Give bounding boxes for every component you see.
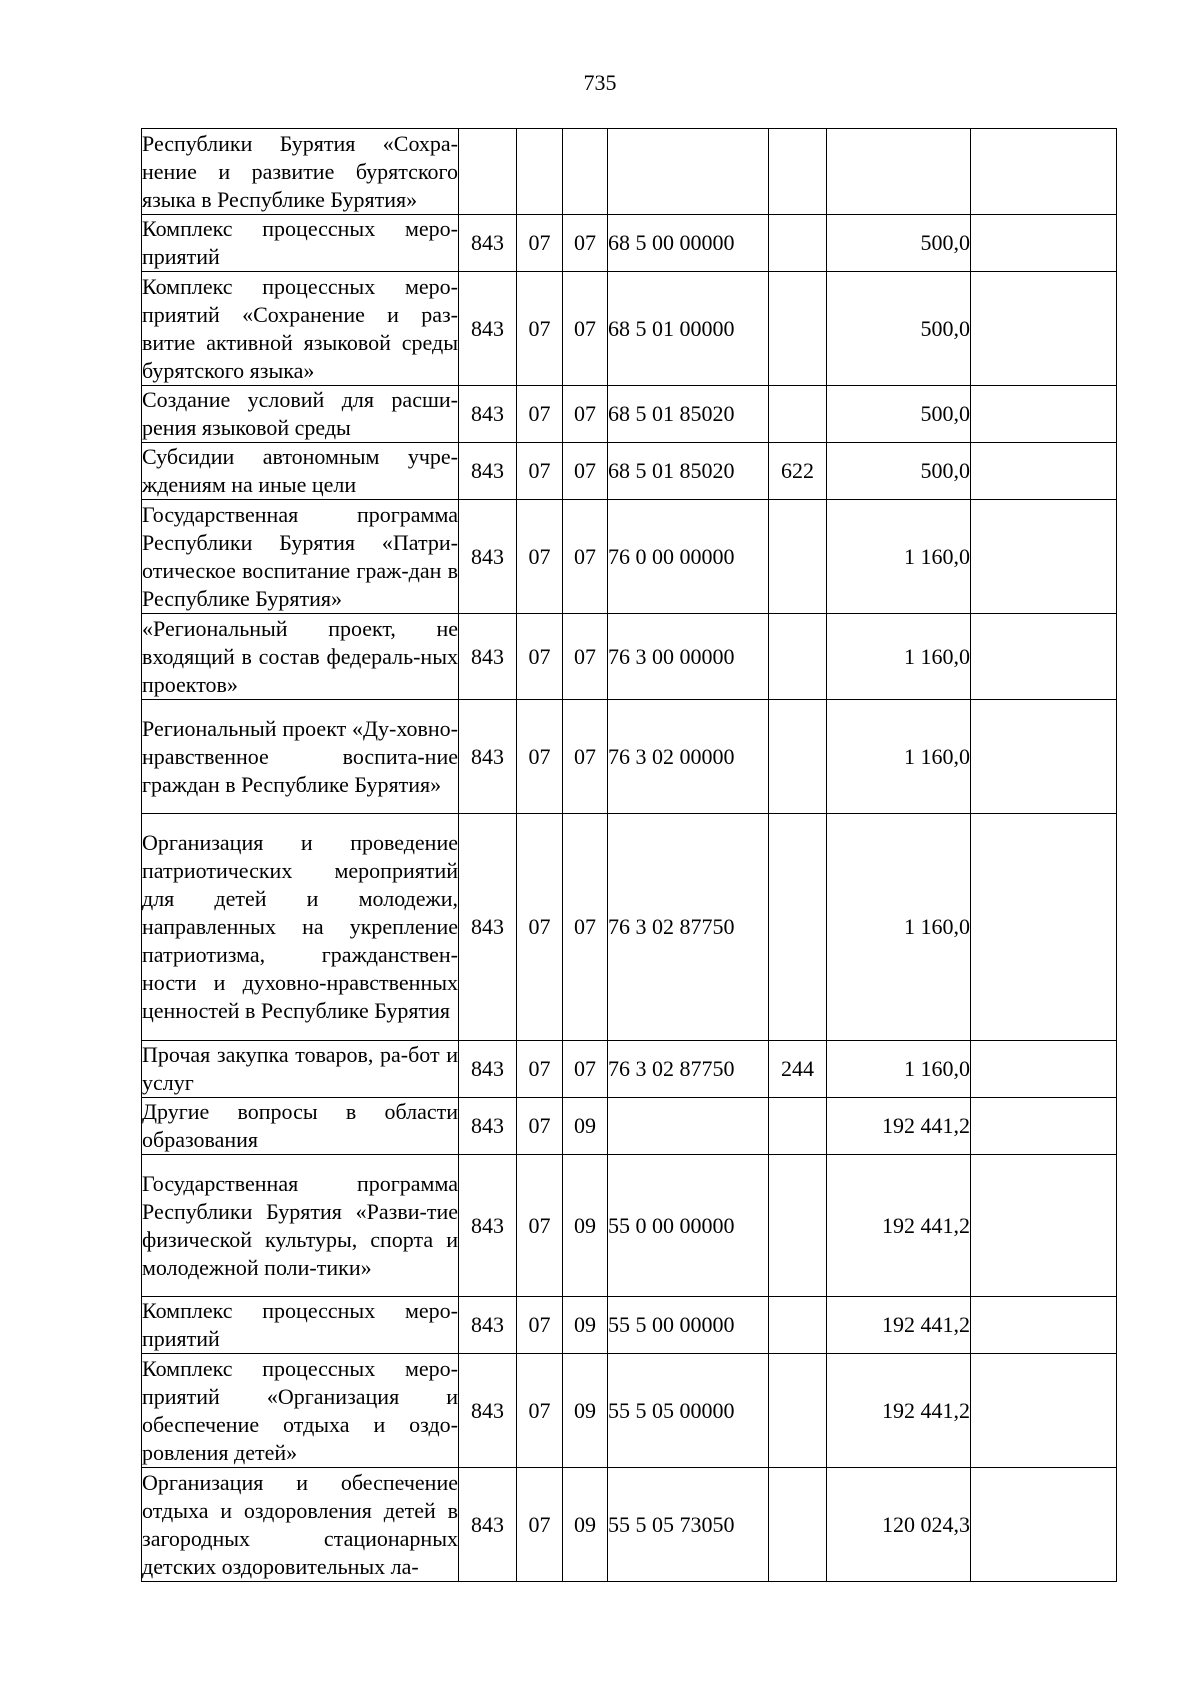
- amount: 192 441,2: [827, 1297, 971, 1354]
- extra-column: [971, 1098, 1117, 1155]
- expense-type: [769, 386, 827, 443]
- table-row: [142, 386, 1117, 443]
- dept-code: 843: [459, 1098, 517, 1155]
- dept-code: 843: [459, 614, 517, 700]
- dept-code: 843: [459, 1468, 517, 1582]
- amount: 500,0: [827, 443, 971, 500]
- section-code: 07: [517, 215, 563, 272]
- target-code: 76 3 02 87750: [608, 1041, 769, 1098]
- target-code: 68 5 01 85020: [608, 443, 769, 500]
- dept-code: 843: [459, 1041, 517, 1098]
- extra-column: [971, 1297, 1117, 1354]
- section-code: 07: [517, 814, 563, 1041]
- expense-type: [769, 814, 827, 1041]
- subsection-code: 09: [563, 1297, 608, 1354]
- subsection-code: 07: [563, 386, 608, 443]
- subsection-code: 07: [563, 272, 608, 386]
- section-code: 07: [517, 272, 563, 386]
- row-name: Комплекс процессных меро-приятий «Сохранение и раз-витие активной языковой среды бурятского языка»: [142, 272, 459, 386]
- amount: 192 441,2: [827, 1098, 971, 1155]
- table-row: [142, 1354, 1117, 1468]
- subsection-code: 07: [563, 700, 608, 814]
- dept-code: 843: [459, 814, 517, 1041]
- section-code: [517, 129, 563, 215]
- table-row: [142, 500, 1117, 614]
- page-number: 735: [583, 70, 617, 95]
- table-row: [142, 1297, 1117, 1354]
- row-name: Другие вопросы в области образования: [142, 1098, 459, 1155]
- table-row: [142, 443, 1117, 500]
- extra-column: [971, 1155, 1117, 1297]
- extra-column: [971, 614, 1117, 700]
- expense-type: [769, 700, 827, 814]
- target-code: [608, 1098, 769, 1155]
- table-row: [142, 1468, 1117, 1582]
- expense-type: [769, 1098, 827, 1155]
- target-code: 55 5 00 00000: [608, 1297, 769, 1354]
- subsection-code: 07: [563, 1041, 608, 1098]
- table-row: [142, 1041, 1117, 1098]
- amount: 1 160,0: [827, 700, 971, 814]
- expense-type: [769, 272, 827, 386]
- row-name: Комплекс процессных меро-приятий: [142, 1297, 459, 1354]
- target-code: 55 5 05 00000: [608, 1354, 769, 1468]
- dept-code: 843: [459, 386, 517, 443]
- target-code: 76 3 00 00000: [608, 614, 769, 700]
- subsection-code: 07: [563, 215, 608, 272]
- row-name: Организация и обеспечение отдыха и оздоровления детей в загородных стационарных детских оздоровительных ла-: [142, 1468, 459, 1582]
- extra-column: [971, 1041, 1117, 1098]
- expense-type: 244: [769, 1041, 827, 1098]
- target-code: [608, 129, 769, 215]
- amount: 1 160,0: [827, 1041, 971, 1098]
- section-code: 07: [517, 700, 563, 814]
- amount: 1 160,0: [827, 814, 971, 1041]
- section-code: 07: [517, 386, 563, 443]
- table-row: [142, 1098, 1117, 1155]
- expense-type: 622: [769, 443, 827, 500]
- subsection-code: 09: [563, 1155, 608, 1297]
- amount: 192 441,2: [827, 1155, 971, 1297]
- section-code: 07: [517, 1155, 563, 1297]
- section-code: 07: [517, 1468, 563, 1582]
- subsection-code: 07: [563, 443, 608, 500]
- subsection-code: [563, 129, 608, 215]
- section-code: 07: [517, 1354, 563, 1468]
- extra-column: [971, 129, 1117, 215]
- row-name: Комплекс процессных меро-приятий: [142, 215, 459, 272]
- row-name: Государственная программа Республики Бурятия «Патри-отическое воспитание граж-дан в Республике Бурятия»: [142, 500, 459, 614]
- expense-type: [769, 1354, 827, 1468]
- subsection-code: 09: [563, 1098, 608, 1155]
- subsection-code: 09: [563, 1468, 608, 1582]
- expense-type: [769, 1155, 827, 1297]
- subsection-code: 09: [563, 1354, 608, 1468]
- amount: [827, 129, 971, 215]
- target-code: 68 5 01 85020: [608, 386, 769, 443]
- target-code: 68 5 00 00000: [608, 215, 769, 272]
- row-name: «Региональный проект, не входящий в состав федераль-ных проектов»: [142, 614, 459, 700]
- row-name: Государственная программа Республики Бурятия «Разви-тие физической культуры, спорта и молодежной поли-тики»: [142, 1155, 459, 1297]
- row-name: Комплекс процессных меро-приятий «Организация и обеспечение отдыха и оздо-ровления детей»: [142, 1354, 459, 1468]
- row-name: Организация и проведение патриотических мероприятий для детей и молодежи, направленных на укрепление патриотизма, гражданствен-ности и духовно-нравственных ценностей в Республике Бурятия: [142, 814, 459, 1041]
- extra-column: [971, 700, 1117, 814]
- table-row: [142, 129, 1117, 215]
- dept-code: 843: [459, 500, 517, 614]
- target-code: 68 5 01 00000: [608, 272, 769, 386]
- target-code: 55 0 00 00000: [608, 1155, 769, 1297]
- section-code: 07: [517, 1041, 563, 1098]
- section-code: 07: [517, 500, 563, 614]
- expense-type: [769, 1297, 827, 1354]
- row-name: Региональный проект «Ду-ховно-нравственное воспита-ние граждан в Республике Бурятия»: [142, 700, 459, 814]
- amount: 192 441,2: [827, 1354, 971, 1468]
- expense-type: [769, 500, 827, 614]
- amount: 500,0: [827, 272, 971, 386]
- row-name: Создание условий для расши-рения языковой среды: [142, 386, 459, 443]
- subsection-code: 07: [563, 614, 608, 700]
- row-name: Республики Бурятия «Сохра-нение и развитие бурятского языка в Республике Бурятия»: [142, 129, 459, 215]
- row-name: Субсидии автономным учре-ждениям на иные цели: [142, 443, 459, 500]
- amount: 500,0: [827, 215, 971, 272]
- dept-code: 843: [459, 1155, 517, 1297]
- dept-code: 843: [459, 215, 517, 272]
- table-row: [142, 700, 1117, 814]
- amount: 1 160,0: [827, 614, 971, 700]
- target-code: 55 5 05 73050: [608, 1468, 769, 1582]
- section-code: 07: [517, 614, 563, 700]
- target-code: 76 0 00 00000: [608, 500, 769, 614]
- target-code: 76 3 02 00000: [608, 700, 769, 814]
- extra-column: [971, 814, 1117, 1041]
- amount: 500,0: [827, 386, 971, 443]
- amount: 1 160,0: [827, 500, 971, 614]
- subsection-code: 07: [563, 500, 608, 614]
- row-name: Прочая закупка товаров, ра-бот и услуг: [142, 1041, 459, 1098]
- table-row: [142, 1155, 1117, 1297]
- extra-column: [971, 272, 1117, 386]
- expense-type: [769, 129, 827, 215]
- expense-type: [769, 215, 827, 272]
- budget-table: [141, 128, 1117, 1582]
- dept-code: 843: [459, 700, 517, 814]
- table-row: [142, 272, 1117, 386]
- extra-column: [971, 443, 1117, 500]
- target-code: 76 3 02 87750: [608, 814, 769, 1041]
- section-code: 07: [517, 443, 563, 500]
- table-row: [142, 614, 1117, 700]
- dept-code: 843: [459, 272, 517, 386]
- table-row: [142, 215, 1117, 272]
- extra-column: [971, 386, 1117, 443]
- dept-code: 843: [459, 1354, 517, 1468]
- extra-column: [971, 1468, 1117, 1582]
- dept-code: 843: [459, 1297, 517, 1354]
- subsection-code: 07: [563, 814, 608, 1041]
- dept-code: [459, 129, 517, 215]
- section-code: 07: [517, 1098, 563, 1155]
- section-code: 07: [517, 1297, 563, 1354]
- amount: 120 024,3: [827, 1468, 971, 1582]
- dept-code: 843: [459, 443, 517, 500]
- table-row: [142, 814, 1117, 1041]
- expense-type: [769, 614, 827, 700]
- extra-column: [971, 500, 1117, 614]
- extra-column: [971, 1354, 1117, 1468]
- expense-type: [769, 1468, 827, 1582]
- extra-column: [971, 215, 1117, 272]
